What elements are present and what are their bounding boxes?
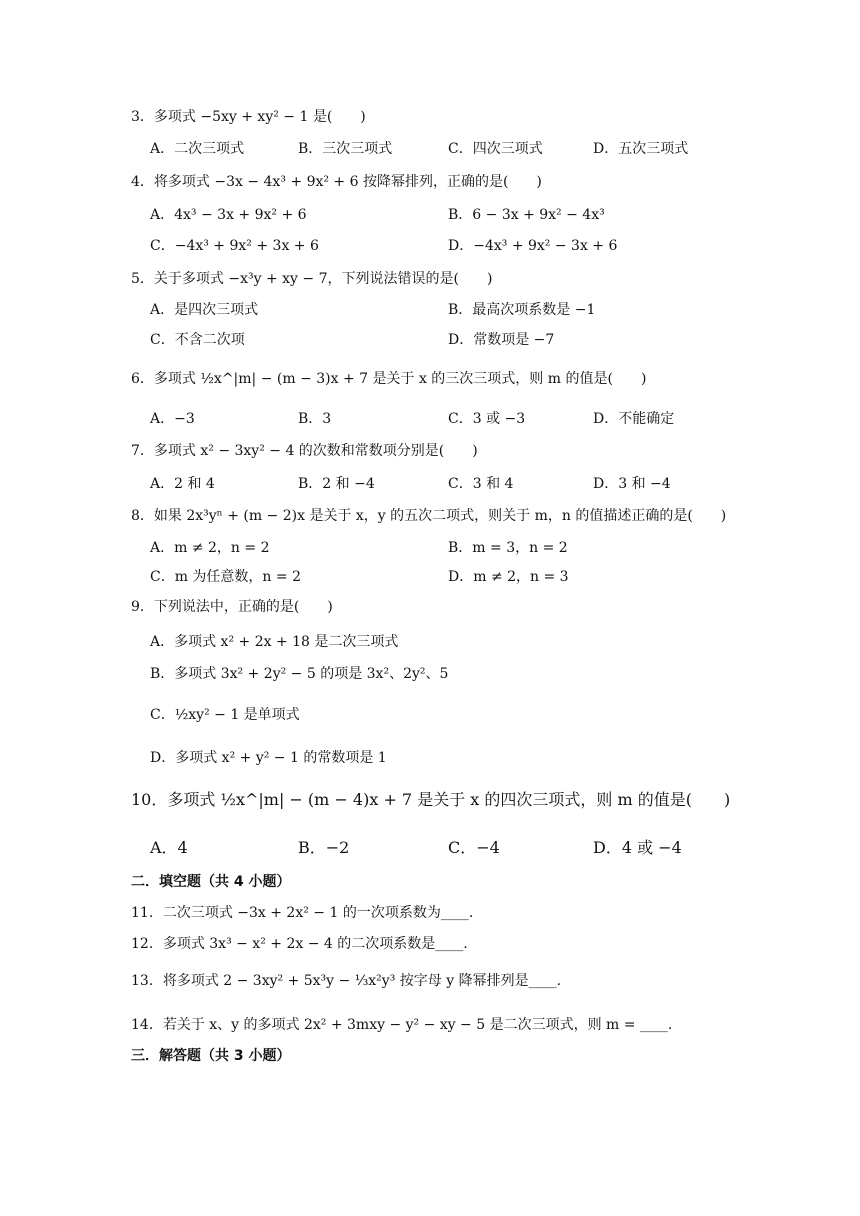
option-b: B．2 和 −4 — [298, 476, 375, 492]
option-d: D．4 或 −4 — [593, 838, 682, 857]
option-a: A．4 — [150, 838, 188, 857]
question-9: 9．下列说法中，正确的是( ) — [131, 599, 333, 615]
option-b: B．三次三项式 — [298, 141, 393, 157]
question-10: 10．多项式 ½x^|m| − (m − 4)x + 7 是关于 x 的四次三项式，则 m 的值是( ) — [131, 790, 731, 809]
section-heading-fill-in: 二．填空题（共 4 小题） — [131, 874, 291, 890]
option-c: C．3 和 4 — [448, 476, 514, 492]
option-c: C．½xy² − 1 是单项式 — [150, 707, 300, 723]
option-d: D．m ≠ 2，n = 3 — [448, 569, 569, 585]
option-d: D．−4x³ + 9x² − 3x + 6 — [448, 238, 618, 254]
question-8: 8．如果 2x³yⁿ + (m − 2)x 是关于 x，y 的五次二项式，则关于 m，n 的值描述正确的是( ) — [131, 508, 727, 524]
question-11: 11．二次三项式 −3x + 2x² − 1 的一次项系数为____. — [131, 905, 474, 921]
option-a: A．多项式 x² + 2x + 18 是二次三项式 — [150, 634, 399, 650]
option-b: B．−2 — [298, 838, 350, 857]
option-c: C．−4x³ + 9x² + 3x + 6 — [150, 238, 319, 254]
option-b: B．6 − 3x + 9x² − 4x³ — [448, 207, 605, 223]
option-d: D．五次三项式 — [593, 141, 689, 157]
option-d: D．3 和 −4 — [593, 476, 671, 492]
option-a: A．m ≠ 2，n = 2 — [150, 540, 270, 556]
option-c: C．−4 — [448, 838, 500, 857]
question-7: 7．多项式 x² − 3xy² − 4 的次数和常数项分别是( ) — [131, 443, 478, 459]
option-d: D．不能确定 — [593, 411, 675, 427]
option-a: A．是四次三项式 — [150, 302, 259, 318]
option-c: C．m 为任意数，n = 2 — [150, 569, 301, 585]
option-c: C．3 或 −3 — [448, 411, 526, 427]
option-c: C．四次三项式 — [448, 141, 543, 157]
question-12: 12．多项式 3x³ − x² + 2x − 4 的二次项系数是____. — [131, 936, 468, 952]
question-14: 14．若关于 x、y 的多项式 2x² + 3mxy − y² − xy − 5 是二次三项式，则 m = ____. — [131, 1017, 673, 1033]
option-c: C．不含二次项 — [150, 332, 245, 348]
option-b: B．最高次项系数是 −1 — [448, 302, 596, 318]
option-b: B．m = 3，n = 2 — [448, 540, 568, 556]
option-d: D．多项式 x² + y² − 1 的常数项是 1 — [150, 750, 387, 766]
option-b: B．3 — [298, 411, 332, 427]
option-a: A．二次三项式 — [150, 141, 245, 157]
question-4: 4．将多项式 −3x − 4x³ + 9x² + 6 按降幂排列，正确的是( ) — [131, 174, 542, 190]
option-a: A．4x³ − 3x + 9x² + 6 — [150, 207, 307, 223]
option-a: A．2 和 4 — [150, 476, 215, 492]
question-5: 5．关于多项式 −x³y + xy − 7，下列说法错误的是( ) — [131, 271, 493, 287]
question-3: 3．多项式 −5xy + xy² − 1 是( ) — [131, 109, 366, 125]
option-b: B．多项式 3x² + 2y² − 5 的项是 3x²、2y²、5 — [150, 666, 449, 682]
question-6: 6．多项式 ½x^|m| − (m − 3)x + 7 是关于 x 的三次三项式，则 m 的值是( ) — [131, 371, 647, 387]
option-a: A．−3 — [150, 411, 195, 427]
option-d: D．常数项是 −7 — [448, 332, 555, 348]
question-13: 13．将多项式 2 − 3xy² + 5x³y − ⅓x²y³ 按字母 y 降幂排列是____. — [131, 973, 562, 989]
section-heading-answer: 三．解答题（共 3 小题） — [131, 1048, 291, 1064]
